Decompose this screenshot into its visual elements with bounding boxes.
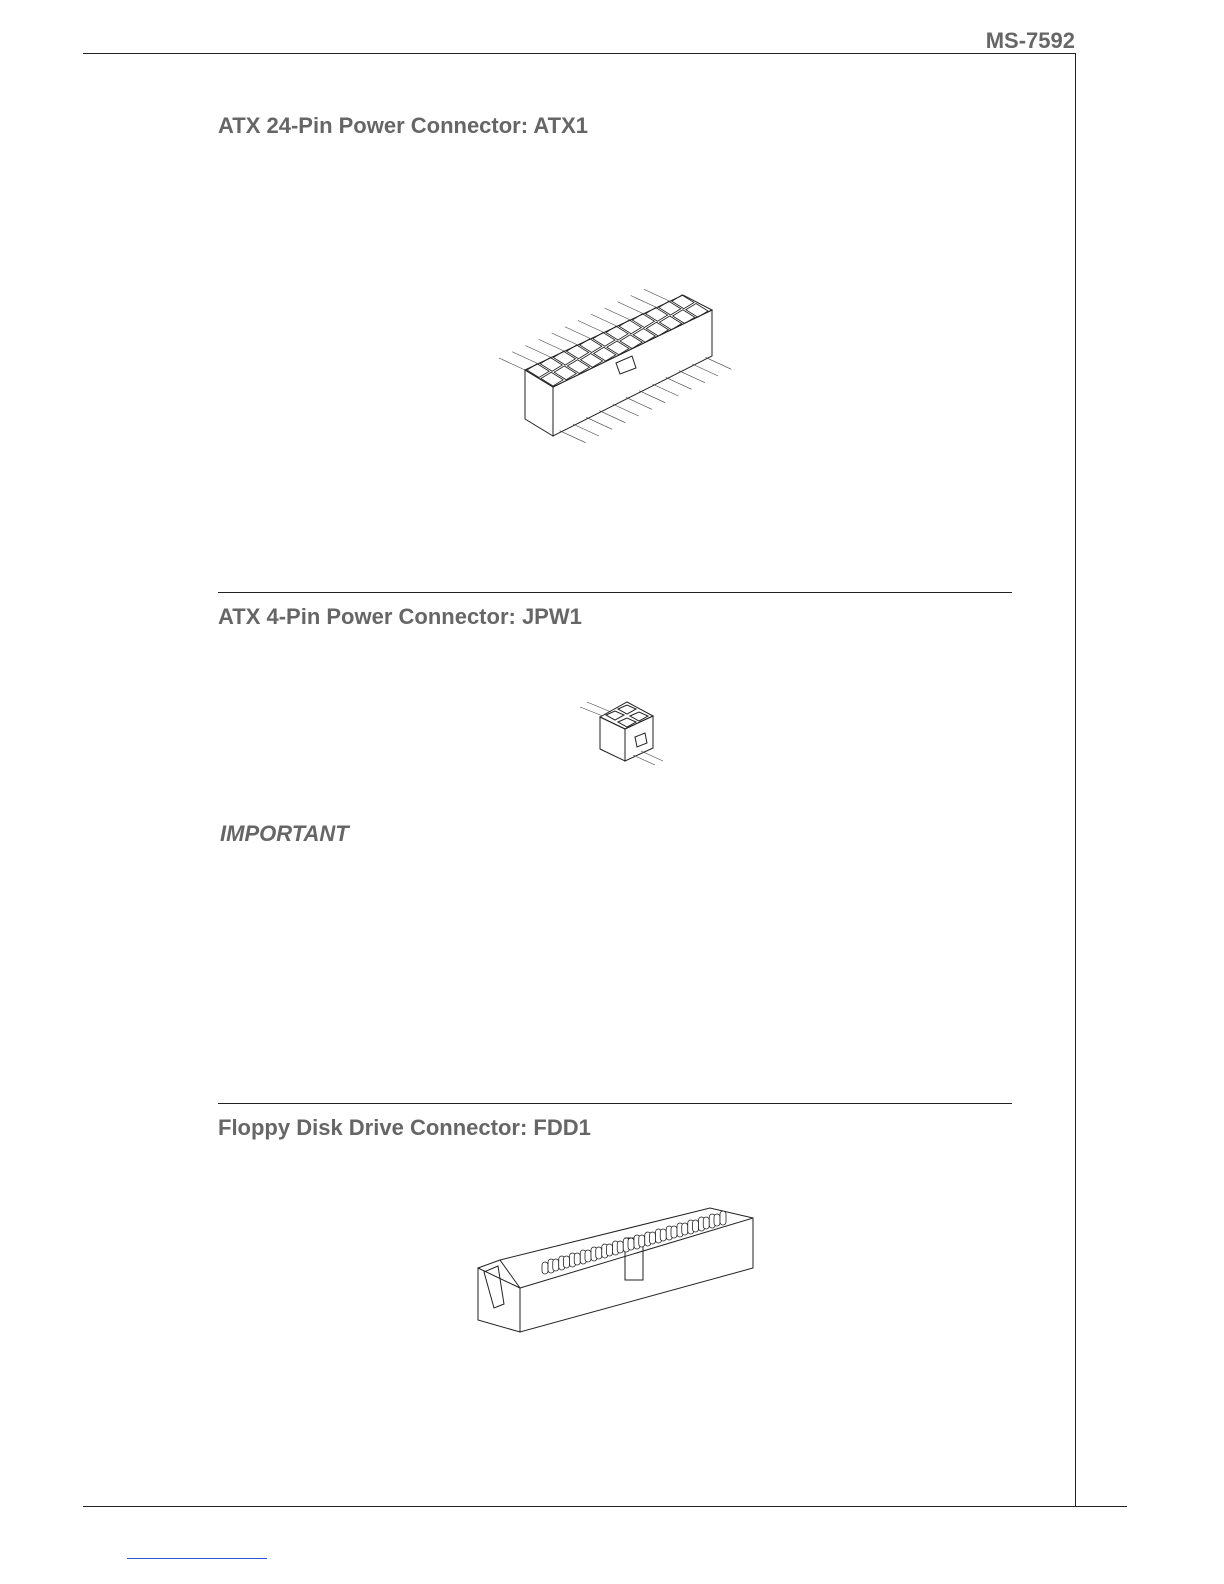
atx24-wire xyxy=(512,352,538,364)
fdd-pin xyxy=(574,1253,580,1265)
fdd-pin xyxy=(596,1247,602,1259)
important-label: IMPORTANT xyxy=(220,821,349,846)
atx24-wire xyxy=(578,321,604,333)
atx24-wire xyxy=(644,289,670,301)
atx24-wire xyxy=(705,357,731,369)
footer-rule xyxy=(83,1506,1127,1507)
atx24-wire xyxy=(552,333,578,345)
atx24-wire xyxy=(565,327,591,339)
section-title-fdd1: Floppy Disk Drive Connector: FDD1 xyxy=(218,1115,591,1140)
atx24-wire xyxy=(652,384,678,396)
fdd-pin xyxy=(703,1217,709,1229)
atx24-wire xyxy=(692,364,718,376)
model-number: MS-7592 xyxy=(985,28,1075,53)
section-rule-2 xyxy=(218,1103,1012,1104)
section-title-jpw1: ATX 4-Pin Power Connector: JPW1 xyxy=(218,604,582,629)
fdd-pin xyxy=(553,1259,559,1271)
atx24-wire xyxy=(591,314,617,326)
atx24-wire xyxy=(679,371,705,383)
atx24-wire xyxy=(618,302,644,314)
atx24-wire xyxy=(499,358,525,370)
atx24-wire xyxy=(539,339,565,351)
section-rule-1 xyxy=(218,592,1012,593)
fdd-pin xyxy=(617,1241,623,1253)
fdd-pin xyxy=(650,1232,656,1244)
fdd-pin xyxy=(660,1229,666,1241)
atx24-wire xyxy=(626,397,652,409)
right-margin-rule xyxy=(1075,53,1076,1507)
footer-link-underline xyxy=(127,1558,267,1559)
fdd-pin xyxy=(720,1211,726,1225)
fdd-pin xyxy=(564,1256,570,1268)
header-rule xyxy=(83,53,1076,54)
atx24-wire xyxy=(666,377,692,389)
atx24-wire xyxy=(525,346,551,358)
atx24-wire xyxy=(573,424,599,436)
atx24-wire xyxy=(631,296,657,308)
atx24-wire xyxy=(560,431,586,443)
atx-4-pin-connector-diagram xyxy=(575,695,670,770)
atx24-wire xyxy=(586,417,612,429)
fdd-pin xyxy=(693,1220,699,1232)
fdd-pin xyxy=(714,1214,720,1226)
fdd-pin xyxy=(542,1262,548,1274)
atx24-wire xyxy=(604,308,630,320)
atx24-wire xyxy=(639,391,665,403)
fdd-pin xyxy=(682,1223,688,1235)
section-title-atx1: ATX 24-Pin Power Connector: ATX1 xyxy=(218,113,588,138)
fdd-pin xyxy=(585,1250,591,1262)
fdd-pin xyxy=(607,1244,613,1256)
floppy-connector-diagram xyxy=(470,1200,770,1345)
fdd-pin xyxy=(671,1226,677,1238)
atx24-wire xyxy=(613,404,639,416)
fdd-pin xyxy=(628,1238,634,1250)
atx-24-pin-connector-diagram xyxy=(490,290,740,450)
atx24-wire xyxy=(599,411,625,423)
fdd-pin xyxy=(639,1235,645,1247)
